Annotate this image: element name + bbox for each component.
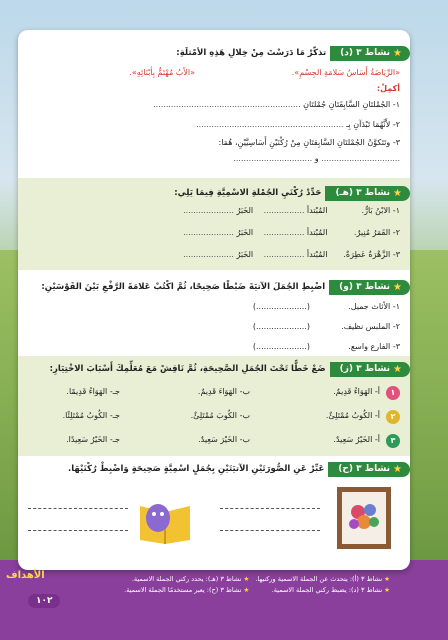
- row-number-badge: ١: [386, 386, 400, 400]
- row-number-badge: ٢: [386, 410, 400, 424]
- activity-e-row-1: ١- الابْنُ بَارٌّ. المُبْتدأ ................ الخَبَرُ ....................: [183, 206, 400, 215]
- activity-h-title: عَبِّرْ عَنِ الصُّورَتَيْنِ الآتيَتَيْنِ بِجُمَلٍ اسْمِيَّةٍ صَحِيحَةٍ وَاضْبِطْ رُكْنَيْهَا.: [67, 464, 325, 474]
- page-number: ١٠٢: [28, 594, 60, 608]
- question-1: ١- الجُمْلتَانِ السَّابِقَتَانِ جُمْلتَانِ ..........................................................: [153, 100, 400, 109]
- goals-column-2: [124, 575, 249, 594]
- activity-d-title: تذكّرْ مَا دَرَسْتَ مِنْ خِلالِ هَذِهِ الأمْثلَةِ:: [176, 48, 327, 58]
- activity-d-header: [176, 44, 410, 62]
- activity-h-badge: ★ نشاط ٣ (ح): [328, 462, 410, 477]
- activity-z-header: [41, 278, 410, 296]
- star-icon: ★: [393, 47, 402, 59]
- goal-item: ★ نشاط ٣ (ح): يعبر مستخدمًا الجملة الاسمية.: [124, 585, 250, 594]
- activity-z-row-3: ٣- الفارع واسع.(....................): [252, 342, 400, 351]
- activity-e-row-2: ٢- القَمَرُ مُنِيرٌ. المُبْتدأ ................ الخَبَرُ ....................: [183, 228, 400, 237]
- activity-h-header: [68, 460, 410, 478]
- choice-a[interactable]: أ- الخَيْرُ سَعِيدٌ.: [333, 435, 380, 444]
- activity-g-title: ضَعْ خَطًّا تَحْتَ الجُمَلِ الصَّحِيحَةِ، ثُمَّ نَاقِشْ مَعَ مُعَلِّمِكَ أَسْبَابَ الاخْتِيَارِ:: [49, 364, 326, 374]
- choice-c[interactable]: جـ- الخَيْرُ سَعِيدًا.: [66, 435, 120, 444]
- goal-item: ★ نشاط ٣ (أ): يتحدث عن الجملة الاسمية وركنيها.: [255, 574, 390, 583]
- choice-a[interactable]: أ- الهَوَاءُ قَدِيمٌ.: [333, 387, 380, 396]
- activity-e-badge: ★ نشاط ٣ (هـ): [325, 186, 410, 201]
- goal-item: ★ نشاط ٣ (هـ): يحدد ركني الجملة الاسمية.: [131, 574, 250, 583]
- choice-b[interactable]: ب- الخَيْرَ سَعِيدٌ.: [198, 435, 250, 444]
- choice-b[interactable]: ب- الكُوبَ مُمْتَلِئٌ.: [190, 411, 250, 420]
- star-icon: ★: [393, 363, 402, 375]
- choice-a[interactable]: أ- الكُوبُ مُمْتَلِئٌ.: [325, 411, 380, 420]
- star-icon: ★: [393, 281, 402, 293]
- answer-line[interactable]: [220, 530, 320, 531]
- question-3-blanks: ............................... و ...............................: [233, 154, 400, 163]
- example-1: «الرِّيَاضَةُ أَسَاسُ سَلامَةِ الجِسْمِ».: [291, 68, 400, 77]
- row-number-badge: ٣: [386, 434, 400, 448]
- footer-goals: [0, 566, 448, 602]
- choice-c[interactable]: جـ- الهَوَاءُ قَدِيمًا.: [66, 387, 120, 396]
- goals-label: الأهداف: [6, 570, 45, 581]
- activity-d-badge: ★ نشاط ٣ (د): [330, 46, 410, 61]
- question-3: ٣- وتَتَكوَّنُ الجُمْلتَانِ السَّابِقتَانِ مِنْ رُكْنَيْنِ أَسَاسِيَّيْنِ، هُمَا:: [218, 138, 400, 147]
- choice-c[interactable]: جـ- الكُوبُ مُمْتَلِئًا.: [62, 411, 120, 420]
- activity-z-row-2: ٢- الملبس نظيف.(....................): [252, 322, 400, 331]
- activity-z-badge: ★ نشاط ٣ (و): [329, 280, 410, 295]
- activity-g-header: [50, 360, 410, 378]
- worksheet-card: [18, 30, 410, 570]
- example-2: «الأبُ مُهْتَمٌّ بِأبْنَائِهِ».: [129, 68, 195, 77]
- activity-z-row-1: ١- الأثاث جميل.(....................): [252, 302, 400, 311]
- goal-item: ★ نشاط ٣ (د): يضبط ركني الجملة الاسمية.: [271, 585, 390, 594]
- goals-column-1: [255, 575, 390, 594]
- activity-e-row-3: ٣- الزَّهْرَةُ عَطِرَةٌ. المُبْتدأ ................ الخَبَرُ ....................: [183, 250, 400, 259]
- answer-line[interactable]: [220, 508, 320, 509]
- complete-label: أكمِلْ:: [376, 84, 400, 93]
- flower-frame-picture: [336, 486, 392, 550]
- activity-z-title: اضْبِطِ الجُمَلَ الآتيَةَ ضَبْطًا صَحِيحًا، ثُمَّ اكْتُبْ عَلامَةَ الرَّفْعِ بَيْنَ القَوْسَيْنِ:: [41, 282, 326, 292]
- star-icon: ★: [393, 187, 402, 199]
- star-icon: ★: [243, 585, 250, 594]
- star-icon: ★: [393, 463, 402, 475]
- star-icon: ★: [243, 574, 250, 583]
- book-picture: [136, 496, 194, 546]
- answer-line[interactable]: [28, 530, 128, 531]
- activity-e-title: حَدِّدْ رُكْنَيِ الجُمْلةِ الاسْمِيَّةِ فِيمَا يَلِي:: [174, 188, 322, 198]
- choice-b[interactable]: ب- الهَوَاءَ قَدِيمٌ.: [197, 387, 250, 396]
- star-icon: ★: [384, 585, 390, 594]
- question-2: ٢- لأَنَّهُمَا تَبْدَآنِ بِـ ..........................................................: [196, 120, 400, 129]
- activity-g-badge: ★ نشاط ٣ (ز): [330, 362, 410, 377]
- activity-e-header: [174, 184, 410, 202]
- star-icon: ★: [384, 574, 390, 583]
- answer-line[interactable]: [28, 508, 128, 509]
